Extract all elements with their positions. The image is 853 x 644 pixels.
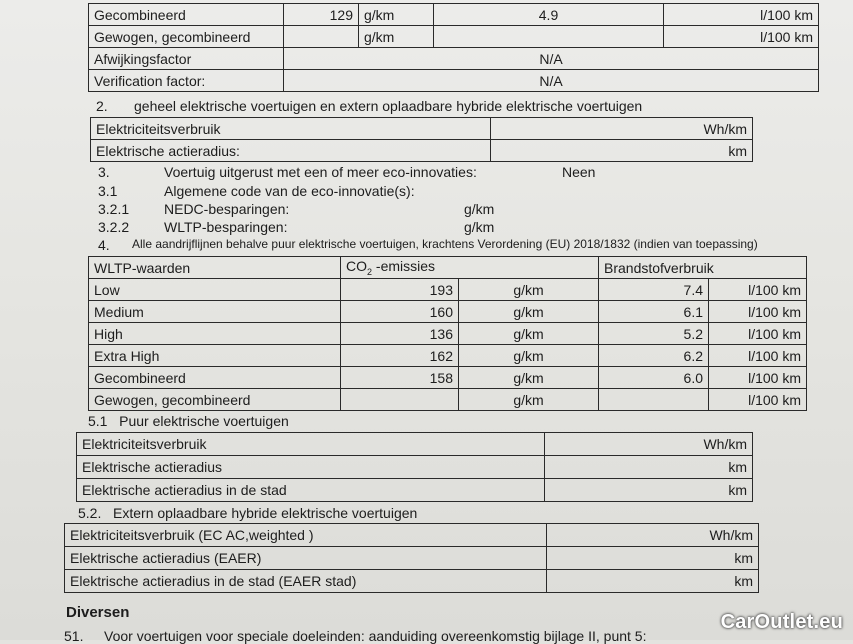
fuel-unit: l/100 km (664, 26, 819, 48)
section-2-table (90, 117, 753, 162)
section-number: 4. (98, 237, 110, 253)
row-label: Elektriciteitsverbruik (77, 433, 545, 456)
row-unit: km (547, 570, 759, 593)
co2-value: 129 (284, 4, 359, 26)
fuel-unit: l/100 km (709, 301, 807, 323)
diversen-heading: Diversen (66, 604, 130, 621)
line-number: 51. (64, 628, 84, 644)
section-title: geheel elektrische voertuigen en extern oplaadbare hybride elektrische voertuigen (134, 98, 643, 114)
top-emissions-table (88, 3, 819, 92)
fuel-value: 5.2 (599, 323, 709, 345)
fuel-unit: l/100 km (709, 323, 807, 345)
co2-prefix: CO (346, 258, 367, 275)
row-unit: km (547, 547, 759, 570)
line-number: 3.2.2 (98, 219, 130, 235)
table-row (65, 524, 759, 547)
co2-value: 162 (341, 345, 459, 367)
row-label: Elektriciteitsverbruik (EC AC,weighted ) (65, 524, 547, 547)
row-label: High (89, 323, 341, 345)
table-row (89, 323, 807, 345)
row-value: N/A (284, 70, 819, 92)
fuel-unit: l/100 km (664, 4, 819, 26)
row-unit: km (491, 140, 753, 162)
table-row (89, 70, 819, 92)
section-5-1-heading: 5.1 Puur elektrische voertuigen (88, 413, 289, 429)
header-wltp: WLTP-waarden (89, 257, 341, 279)
table-row (89, 345, 807, 367)
table-row (77, 433, 753, 456)
fuel-unit: l/100 km (709, 367, 807, 389)
row-label: Elektrische actieradius in de stad (EAER stad) (65, 570, 547, 593)
row-unit: km (545, 479, 753, 502)
co2-sub: 2 (367, 266, 373, 277)
row-label: Elektrische actieradius: (91, 140, 491, 162)
fuel-value: 7.4 (599, 279, 709, 301)
line-unit: g/km (464, 201, 495, 217)
row-label: Afwijkingsfactor (89, 48, 284, 70)
fuel-value (599, 389, 709, 411)
fuel-value: 6.0 (599, 367, 709, 389)
line-number: 3.1 (98, 183, 118, 199)
row-label: Extra High (89, 345, 341, 367)
table-row (91, 118, 753, 140)
fuel-value (434, 26, 664, 48)
row-label: Verification factor: (89, 70, 284, 92)
row-label: Gecombineerd (89, 4, 284, 26)
table-row (77, 456, 753, 479)
fuel-unit: l/100 km (709, 345, 807, 367)
table-row (89, 367, 807, 389)
co2-value (341, 389, 459, 411)
co2-unit: g/km (359, 26, 434, 48)
row-unit: Wh/km (545, 433, 753, 456)
table-row (91, 140, 753, 162)
row-label: Gewogen, gecombineerd (89, 389, 341, 411)
line-number: 3. (98, 164, 110, 180)
co2-unit: g/km (459, 367, 599, 389)
line-text: Voertuig uitgerust met een of meer eco-innovaties: (164, 164, 477, 180)
line-text: Voor voertuigen voor speciale doeleinden: aanduiding overeenkomstig bijlage II, punt 5: (104, 628, 647, 644)
co2-unit: g/km (459, 279, 599, 301)
header-co2 (341, 257, 599, 279)
table-row (89, 389, 807, 411)
table-row (77, 479, 753, 502)
row-label: Low (89, 279, 341, 301)
row-label: Medium (89, 301, 341, 323)
row-value: N/A (284, 48, 819, 70)
co2-unit: g/km (459, 389, 599, 411)
table-row (89, 301, 807, 323)
table-row (89, 4, 819, 26)
section-5-2-heading: 5.2. Extern oplaadbare hybride elektrische voertuigen (78, 505, 418, 521)
co2-unit: g/km (459, 301, 599, 323)
section-title: Alle aandrijflijnen behalve puur elektrische voertuigen, krachtens Verordening (EU) 2018/1832 (indien van toepassing) (132, 237, 758, 251)
header-fuel: Brandstofverbruik (599, 257, 807, 279)
co2-value: 193 (341, 279, 459, 301)
row-label: Gewogen, gecombineerd (89, 26, 284, 48)
co2-value: 160 (341, 301, 459, 323)
section-5-1-table (76, 432, 753, 502)
section-5-2-table (64, 523, 759, 593)
line-text: NEDC-besparingen: (164, 201, 290, 217)
table-row (65, 547, 759, 570)
row-label: Elektrische actieradius (77, 456, 545, 479)
line-text: WLTP-besparingen: (164, 219, 288, 235)
line-unit: g/km (464, 219, 495, 235)
co2-unit: g/km (359, 4, 434, 26)
row-unit: Wh/km (491, 118, 753, 140)
co2-value (284, 26, 359, 48)
table-row (65, 570, 759, 593)
line-value: Neen (562, 164, 596, 180)
row-label: Gecombineerd (89, 367, 341, 389)
row-unit: Wh/km (547, 524, 759, 547)
table-row (89, 279, 807, 301)
row-label: Elektrische actieradius (EAER) (65, 547, 547, 570)
table-row (89, 26, 819, 48)
co2-value: 158 (341, 367, 459, 389)
line-number: 3.2.1 (98, 201, 130, 217)
wltp-table (88, 256, 807, 411)
co2-unit: g/km (459, 323, 599, 345)
row-unit: km (545, 456, 753, 479)
caroutlet-watermark: CarOutlet.eu (720, 611, 843, 633)
table-header-row (89, 257, 807, 279)
co2-unit: g/km (459, 345, 599, 367)
co2-value: 136 (341, 323, 459, 345)
line-text: Algemene code van de eco-innovatie(s): (164, 183, 415, 199)
fuel-value: 6.1 (599, 301, 709, 323)
fuel-value: 6.2 (599, 345, 709, 367)
co2-suffix: -emissies (372, 258, 436, 275)
row-label: Elektrische actieradius in de stad (77, 479, 545, 502)
fuel-unit: l/100 km (709, 279, 807, 301)
row-label: Elektriciteitsverbruik (91, 118, 491, 140)
table-row (89, 48, 819, 70)
section-number: 2. (96, 98, 108, 114)
fuel-unit: l/100 km (709, 389, 807, 411)
fuel-value: 4.9 (434, 4, 664, 26)
